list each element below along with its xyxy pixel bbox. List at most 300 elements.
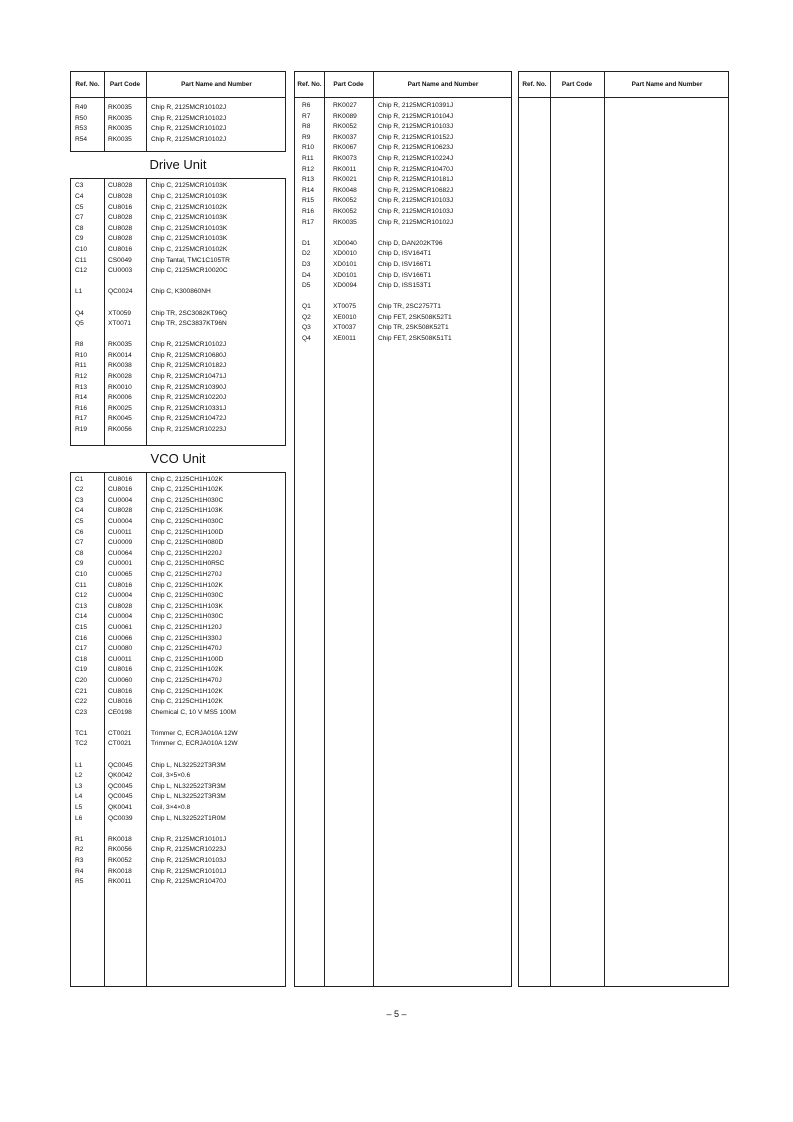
part-code: RK0035 bbox=[108, 341, 132, 349]
ref-no: D5 bbox=[302, 282, 311, 290]
ref-no: R5 bbox=[75, 878, 84, 886]
part-name: Chip C, 2125CH1H103K bbox=[151, 602, 223, 610]
ref-no: C6 bbox=[75, 528, 84, 536]
header-ref: Ref. No. bbox=[75, 81, 100, 88]
table-row bbox=[71, 475, 285, 486]
part-code: CU0004 bbox=[108, 518, 133, 525]
part-code: RK0035 bbox=[108, 135, 132, 143]
part-code: RK0011 bbox=[108, 878, 132, 886]
table-row bbox=[295, 154, 511, 165]
table-row bbox=[71, 414, 285, 425]
ref-no: R53 bbox=[75, 125, 88, 133]
ref-no: R11 bbox=[75, 362, 87, 370]
section-title: VCO Unit bbox=[150, 450, 206, 466]
ref-no: R11 bbox=[302, 154, 314, 162]
table-row bbox=[71, 538, 285, 549]
ref-no: R13 bbox=[75, 383, 88, 391]
table-row bbox=[71, 877, 285, 888]
part-name: Chip C, 2125CH1H102K bbox=[151, 687, 223, 695]
part-code: RK0018 bbox=[108, 835, 132, 843]
table-row bbox=[71, 485, 285, 496]
header-part-name: Part Name and Number bbox=[631, 81, 703, 88]
part-name: Chip R, 2125MCR10391J bbox=[378, 102, 454, 109]
ref-no: TC2 bbox=[75, 740, 88, 748]
header-ref: Ref. No. bbox=[297, 81, 322, 88]
table-row bbox=[71, 559, 285, 570]
table-row bbox=[295, 175, 511, 186]
part-name: Chip TR, 2SC3082KT96Q bbox=[151, 309, 228, 317]
table-row bbox=[71, 771, 285, 782]
table-row bbox=[71, 372, 285, 383]
part-name: Chip C, K300860NH bbox=[151, 288, 211, 296]
part-code: CU0080 bbox=[108, 645, 133, 653]
part-code: XT0059 bbox=[108, 309, 132, 317]
part-name: Chip R, 2125MCR10101J bbox=[151, 867, 227, 875]
part-name: Chip R, 2125MCR10101J bbox=[151, 835, 227, 843]
part-name: Chip TR, 2SC3837KT96N bbox=[151, 320, 227, 328]
part-code: XD0040 bbox=[333, 239, 357, 247]
table-header bbox=[519, 72, 728, 98]
part-code: CU0065 bbox=[108, 570, 133, 578]
page-number: – 5 – bbox=[386, 1009, 407, 1019]
table-row bbox=[71, 517, 285, 528]
table-row bbox=[71, 135, 285, 146]
ref-no: R14 bbox=[75, 394, 88, 402]
table-row bbox=[71, 845, 285, 856]
ref-no: C10 bbox=[75, 245, 88, 253]
part-name: Chip D, ISS153T1 bbox=[378, 282, 432, 290]
table-row bbox=[71, 739, 285, 750]
ref-no: C9 bbox=[75, 560, 84, 568]
table-row bbox=[71, 697, 285, 708]
part-code: RK0056 bbox=[108, 846, 132, 854]
group-col2 bbox=[295, 101, 511, 345]
part-name: Chip C, 2125CH1H102K bbox=[151, 666, 223, 674]
part-code: CU8016 bbox=[108, 698, 133, 706]
part-code: RK0035 bbox=[108, 114, 132, 122]
part-name: Chip R, 2125MCR10220J bbox=[151, 394, 227, 402]
table-row bbox=[295, 186, 511, 197]
part-code: RK0035 bbox=[108, 104, 132, 111]
ref-no: R50 bbox=[75, 114, 88, 122]
table-row bbox=[71, 581, 285, 592]
parts-table-2 bbox=[294, 71, 512, 987]
part-name: Chip D, ISV164T1 bbox=[378, 250, 432, 258]
part-code: RK0067 bbox=[333, 144, 357, 152]
table-row bbox=[71, 591, 285, 602]
ref-no: R6 bbox=[302, 102, 311, 109]
table-row bbox=[71, 192, 285, 203]
part-code: RK0027 bbox=[333, 102, 357, 109]
part-name: Chip C, 2125CH1H220J bbox=[151, 549, 222, 557]
part-name: Trimmer C, ECRJA010A 12W bbox=[151, 740, 238, 748]
part-code: CU0001 bbox=[108, 560, 133, 568]
table-row bbox=[295, 101, 511, 112]
part-name: Chip C, 2125MCR10020C bbox=[151, 267, 228, 275]
part-code: CS0049 bbox=[108, 256, 132, 264]
table-row bbox=[71, 103, 285, 114]
table-header bbox=[295, 72, 511, 98]
part-name: Chip C, 2125CH1H470J bbox=[151, 645, 222, 653]
table-row bbox=[71, 425, 285, 436]
ref-no: C11 bbox=[75, 256, 87, 264]
ref-no: C10 bbox=[75, 570, 88, 578]
table-row bbox=[71, 803, 285, 814]
table-row bbox=[71, 234, 285, 245]
ref-no: L1 bbox=[75, 288, 83, 296]
ref-no: C19 bbox=[75, 666, 88, 674]
part-name: Chip C, 2125CH1H0R5C bbox=[151, 560, 225, 568]
part-code: RK0073 bbox=[333, 154, 357, 162]
ref-no: Q4 bbox=[302, 335, 311, 343]
part-name: Chip C, 2125CH1H030C bbox=[151, 518, 224, 525]
part-name: Chip C, 2125CH1H102K bbox=[151, 581, 223, 589]
part-code: XD0101 bbox=[333, 271, 357, 279]
part-name: Chip R, 2125MCR10224J bbox=[378, 154, 454, 162]
part-name: Chip R, 2125MCR10223J bbox=[151, 426, 227, 434]
ref-no: R17 bbox=[302, 218, 315, 226]
part-name: Chip R, 2125MCR10331J bbox=[151, 404, 227, 412]
table-row bbox=[295, 239, 511, 250]
table-row bbox=[71, 528, 285, 539]
table-row bbox=[295, 207, 511, 218]
part-code: RK0052 bbox=[333, 197, 357, 205]
ref-no: C8 bbox=[75, 224, 84, 232]
table-row bbox=[71, 506, 285, 517]
ref-no: L2 bbox=[75, 772, 83, 780]
section-title: Drive Unit bbox=[149, 157, 207, 173]
ref-no: L6 bbox=[75, 814, 83, 822]
table-row bbox=[71, 181, 285, 192]
part-name: Chip C, 2125CH1H030C bbox=[151, 613, 224, 621]
part-name: Chip R, 2125MCR10102J bbox=[151, 125, 227, 133]
ref-no: C12 bbox=[75, 592, 88, 600]
ref-no: R12 bbox=[75, 373, 88, 381]
table-row bbox=[295, 122, 511, 133]
ref-no: Q5 bbox=[75, 320, 84, 328]
table-row bbox=[71, 361, 285, 372]
ref-no: R13 bbox=[302, 176, 315, 184]
table-row bbox=[295, 271, 511, 282]
part-name: Chip L, NL322522T3R3M bbox=[151, 761, 226, 769]
table-row bbox=[71, 782, 285, 793]
ref-no: R1 bbox=[75, 835, 84, 843]
ref-no: Q2 bbox=[302, 313, 311, 321]
section-vco-unit bbox=[70, 445, 286, 473]
table-row bbox=[71, 867, 285, 878]
table-row bbox=[71, 266, 285, 277]
part-name: Chip FET, 2SK508K51T1 bbox=[378, 335, 452, 343]
part-code: CU8028 bbox=[108, 602, 133, 610]
table-row bbox=[71, 687, 285, 698]
header-part-name: Part Name and Number bbox=[181, 81, 252, 88]
ref-no: R16 bbox=[302, 207, 315, 215]
ref-no: C15 bbox=[75, 623, 88, 631]
part-code: CU8016 bbox=[108, 203, 133, 211]
part-name: Chip R, 2125MCR10623J bbox=[378, 144, 454, 152]
ref-no: L4 bbox=[75, 793, 83, 801]
part-code: CU0004 bbox=[108, 592, 133, 600]
ref-no: Q1 bbox=[302, 303, 311, 311]
part-code: CU0066 bbox=[108, 634, 133, 642]
parts-table-3 bbox=[518, 71, 729, 987]
part-name: Chip C, 2125CH1H120J bbox=[151, 623, 222, 631]
part-name: Chip R, 2125MCR10682J bbox=[378, 186, 454, 194]
part-name: Chip R, 2125MCR10223J bbox=[151, 846, 227, 854]
section-drive-unit bbox=[70, 151, 286, 179]
ref-no: C4 bbox=[75, 507, 84, 515]
ref-no: C18 bbox=[75, 655, 88, 663]
table-row bbox=[295, 323, 511, 334]
ref-no: C7 bbox=[75, 214, 84, 222]
part-name: Chip C, 2125MCR10103K bbox=[151, 214, 228, 222]
part-name: Chip C, 2125CH1H030C bbox=[151, 592, 224, 600]
table-row bbox=[295, 313, 511, 324]
ref-no: C17 bbox=[75, 645, 88, 653]
part-name: Chip R, 2125MCR10152J bbox=[378, 133, 454, 141]
table-row bbox=[71, 224, 285, 235]
ref-no: R9 bbox=[302, 133, 311, 141]
part-code: CU0004 bbox=[108, 496, 133, 504]
part-code: CU8028 bbox=[108, 182, 133, 190]
part-code: RK0089 bbox=[333, 112, 357, 120]
table-row bbox=[71, 287, 285, 298]
ref-no: C11 bbox=[75, 581, 87, 589]
part-name: Chip C, 2125CH1H330J bbox=[151, 634, 222, 642]
ref-no: R17 bbox=[75, 415, 88, 423]
part-name: Trimmer C, ECRJA010A 12W bbox=[151, 729, 238, 737]
ref-no: R4 bbox=[75, 867, 84, 875]
part-name: Chip D, ISV166T1 bbox=[378, 260, 432, 268]
part-name: Chip R, 2125MCR10103J bbox=[378, 207, 454, 215]
group-drive bbox=[71, 181, 285, 435]
ref-no: Q3 bbox=[302, 324, 311, 332]
part-code: RK0035 bbox=[108, 125, 132, 133]
ref-no: C16 bbox=[75, 634, 88, 642]
ref-no: C5 bbox=[75, 203, 84, 211]
header-part-code: Part Code bbox=[561, 81, 593, 88]
ref-no: D2 bbox=[302, 250, 311, 258]
part-name: Chip R, 2125MCR10102J bbox=[151, 114, 227, 122]
part-name: Chip C, 2125MCR10103K bbox=[151, 192, 228, 200]
table-row bbox=[71, 612, 285, 623]
part-code: XE0011 bbox=[333, 335, 356, 343]
part-code: CU8016 bbox=[108, 245, 133, 253]
table-row bbox=[295, 302, 511, 313]
ref-no: R15 bbox=[302, 197, 315, 205]
part-code: RK0052 bbox=[108, 857, 132, 864]
table-row bbox=[295, 165, 511, 176]
part-name: Chip R, 2125MCR10182J bbox=[151, 362, 227, 370]
table-row bbox=[71, 570, 285, 581]
ref-no: R19 bbox=[75, 426, 88, 434]
ref-no: R3 bbox=[75, 857, 84, 864]
ref-no: R14 bbox=[302, 186, 315, 194]
part-name: Chip C, 2125MCR10103K bbox=[151, 182, 228, 190]
part-name: Chip R, 2125MCR10470J bbox=[378, 165, 454, 173]
ref-no: R8 bbox=[302, 123, 311, 131]
part-name: Chemical C, 10 V MS5 100M bbox=[151, 708, 237, 716]
ref-no: R12 bbox=[302, 165, 315, 173]
ref-no: Q4 bbox=[75, 309, 84, 317]
ref-no: C7 bbox=[75, 539, 84, 547]
table-row bbox=[71, 256, 285, 267]
part-code: RK0056 bbox=[108, 426, 132, 434]
ref-no: C22 bbox=[75, 698, 88, 706]
part-code: CU0011 bbox=[108, 655, 132, 663]
part-code: CU8028 bbox=[108, 235, 133, 243]
part-name: Chip C, 2125CH1H102K bbox=[151, 698, 223, 706]
part-code: RK0048 bbox=[333, 186, 357, 194]
table-row bbox=[71, 549, 285, 560]
part-code: RK0025 bbox=[108, 404, 132, 412]
ref-no: C2 bbox=[75, 486, 84, 494]
table-row bbox=[71, 676, 285, 687]
table-row bbox=[295, 260, 511, 271]
part-code: QC0039 bbox=[108, 814, 133, 822]
ref-no: L5 bbox=[75, 804, 83, 812]
ref-no: D3 bbox=[302, 260, 311, 268]
table-row bbox=[71, 496, 285, 507]
ref-no: R10 bbox=[302, 144, 315, 152]
table-row bbox=[295, 218, 511, 229]
part-name: Chip R, 2125MCR10102J bbox=[378, 218, 454, 226]
table-row bbox=[71, 309, 285, 320]
ref-no: R54 bbox=[75, 135, 88, 143]
part-code: RK0028 bbox=[108, 373, 132, 381]
part-name: Chip C, 2125CH1H470J bbox=[151, 676, 222, 684]
part-code: CU8016 bbox=[108, 581, 133, 589]
part-name: Chip R, 2125MCR10102J bbox=[151, 341, 227, 349]
table-body bbox=[71, 103, 285, 888]
table-row bbox=[71, 393, 285, 404]
part-code: QC0045 bbox=[108, 782, 133, 790]
part-name: Chip C, 2125CH1H103K bbox=[151, 507, 223, 515]
table-row bbox=[71, 319, 285, 330]
part-name: Chip R, 2125MCR10103J bbox=[378, 197, 454, 205]
table-row bbox=[71, 665, 285, 676]
part-code: RK0045 bbox=[108, 415, 132, 423]
part-name: Chip C, 2125MCR10102K bbox=[151, 203, 228, 211]
part-code: RK0018 bbox=[108, 867, 132, 875]
ref-no: L3 bbox=[75, 782, 83, 790]
part-name: Chip C, 2125CH1H102K bbox=[151, 475, 223, 483]
part-code: CU8028 bbox=[108, 507, 133, 515]
part-name: Chip C, 2125MCR10102K bbox=[151, 245, 228, 253]
part-name: Chip TR, 2SC2757T1 bbox=[378, 303, 441, 311]
ref-no: C14 bbox=[75, 613, 88, 621]
parts-table-1 bbox=[70, 71, 286, 987]
part-code: CT0021 bbox=[108, 740, 132, 748]
part-code: XD0101 bbox=[333, 260, 357, 268]
part-code: CU0060 bbox=[108, 676, 133, 684]
part-code: QC0045 bbox=[108, 761, 133, 769]
table-row bbox=[71, 404, 285, 415]
part-code: QC0045 bbox=[108, 793, 133, 801]
ref-no: C4 bbox=[75, 192, 84, 200]
part-code: QC0024 bbox=[108, 288, 133, 296]
part-name: Chip C, 2125CH1H102K bbox=[151, 486, 223, 494]
ref-no: R2 bbox=[75, 846, 84, 854]
part-code: XT0037 bbox=[333, 324, 357, 332]
header-part-code: Part Code bbox=[333, 81, 364, 88]
part-name: Chip C, 2125CH1H030C bbox=[151, 496, 224, 504]
part-code: QK0041 bbox=[108, 804, 133, 812]
ref-no: R16 bbox=[75, 404, 88, 412]
part-name: Chip C, 2125CH1H270J bbox=[151, 570, 222, 578]
table-row bbox=[71, 655, 285, 666]
table-row bbox=[71, 351, 285, 362]
table-row bbox=[71, 203, 285, 214]
table-row bbox=[295, 143, 511, 154]
part-code: RK0011 bbox=[333, 165, 357, 173]
part-code: XD0094 bbox=[333, 282, 357, 290]
ref-no: L1 bbox=[75, 761, 83, 769]
part-code: CU8016 bbox=[108, 666, 133, 674]
ref-no: D4 bbox=[302, 271, 311, 279]
table-row bbox=[71, 761, 285, 772]
part-name: Coil, 3×5×0.6 bbox=[151, 772, 191, 780]
ref-no: C3 bbox=[75, 496, 84, 504]
table-row bbox=[71, 114, 285, 125]
part-name: Chip R, 2125MCR10103J bbox=[151, 857, 227, 864]
part-name: Chip L, NL322522T3R3M bbox=[151, 782, 226, 790]
part-code: CU0061 bbox=[108, 623, 133, 631]
ref-no: C9 bbox=[75, 235, 84, 243]
ref-no: R10 bbox=[75, 351, 88, 359]
table-row bbox=[295, 196, 511, 207]
part-code: RK0006 bbox=[108, 394, 132, 402]
header-part-name: Part Name and Number bbox=[407, 81, 479, 88]
table-row bbox=[71, 124, 285, 135]
part-code: RK0035 bbox=[333, 218, 357, 226]
part-name: Chip R, 2125MCR10181J bbox=[378, 176, 454, 184]
part-name: Chip R, 2125MCR10471J bbox=[151, 373, 227, 381]
part-code: RK0010 bbox=[108, 383, 132, 391]
part-code: CE0198 bbox=[108, 708, 132, 716]
part-code: RK0037 bbox=[333, 133, 357, 141]
part-code: CU8028 bbox=[108, 224, 133, 232]
ref-no: TC1 bbox=[75, 729, 88, 737]
part-code: CU8028 bbox=[108, 192, 133, 200]
part-code: CU8028 bbox=[108, 214, 133, 222]
table-row bbox=[71, 245, 285, 256]
part-code: CU8016 bbox=[108, 486, 133, 494]
part-name: Chip R, 2125MCR10470J bbox=[151, 878, 227, 886]
part-name: Chip D, DAN202KT96 bbox=[378, 239, 443, 247]
table-row bbox=[71, 644, 285, 655]
table-body bbox=[295, 101, 511, 345]
part-name: Chip R, 2125MCR10472J bbox=[151, 415, 227, 423]
ref-no: C3 bbox=[75, 182, 84, 190]
part-code: CU0004 bbox=[108, 613, 133, 621]
part-name: Chip D, ISV166T1 bbox=[378, 271, 432, 279]
part-code: CU0011 bbox=[108, 528, 132, 536]
ref-no: D1 bbox=[302, 239, 311, 247]
ref-no: C12 bbox=[75, 267, 88, 275]
part-name: Chip R, 2125MCR10680J bbox=[151, 351, 227, 359]
table-row bbox=[71, 383, 285, 394]
part-code: CU0003 bbox=[108, 267, 133, 275]
part-code: RK0038 bbox=[108, 362, 132, 370]
header-ref: Ref. No. bbox=[522, 81, 547, 88]
ref-no: C20 bbox=[75, 676, 88, 684]
part-code: RK0021 bbox=[333, 176, 357, 184]
part-code: CU8016 bbox=[108, 687, 133, 695]
table-row bbox=[71, 835, 285, 846]
table-row bbox=[295, 281, 511, 292]
table-row bbox=[71, 708, 285, 719]
